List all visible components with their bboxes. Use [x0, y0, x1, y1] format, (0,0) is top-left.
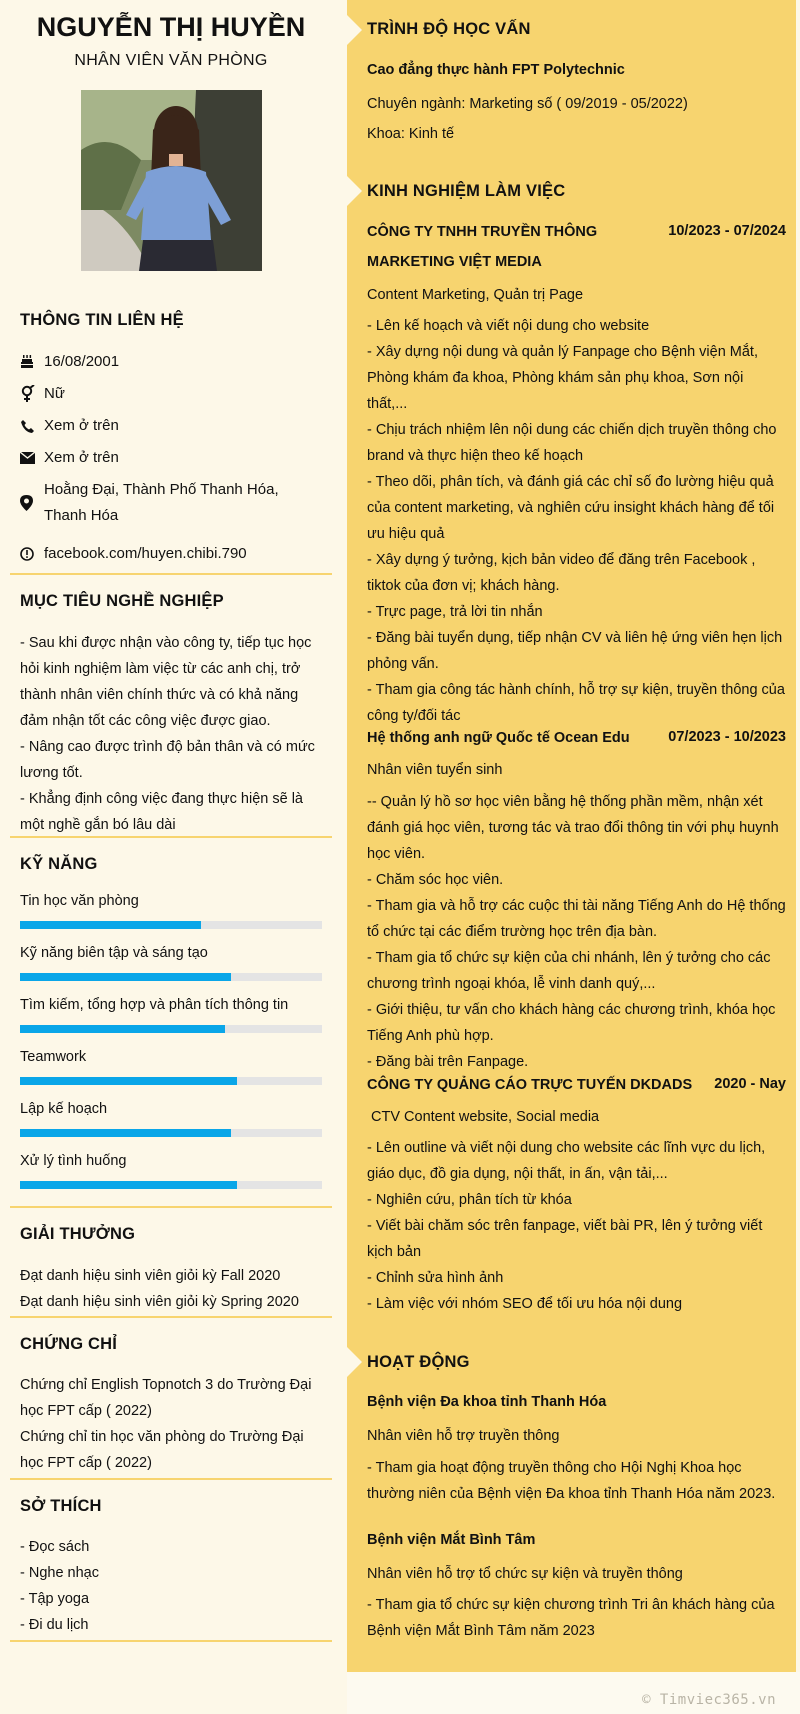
skill-bar-fill — [20, 1025, 225, 1033]
contact-title: THÔNG TIN LIÊN HỆ — [20, 311, 184, 329]
skill-bar-fill — [20, 1181, 237, 1189]
duty-item: - Nghiên cứu, phân tích từ khóa — [367, 1192, 572, 1208]
job-duties — [367, 789, 787, 1075]
skill-label: Lập kế hoạch — [20, 1101, 108, 1117]
birthday-value: 16/08/2001 — [44, 353, 120, 370]
skill-bar-track — [20, 1077, 322, 1085]
hobby-item: - Đi du lịch — [20, 1617, 89, 1633]
contact-facebook — [20, 541, 320, 567]
phone-icon — [20, 419, 44, 434]
duty-item: - Tham gia công tác hành chính, hỗ trợ sự kiện, truyền thông của công ty/đối tác — [367, 682, 785, 724]
job-date: 10/2023 - 07/2024 — [668, 223, 786, 239]
email-value: Xem ở trên — [44, 449, 119, 466]
certificates-list — [20, 1372, 320, 1476]
skill-label: Kỹ năng biên tập và sáng tạo — [20, 945, 208, 961]
section-notch — [347, 15, 362, 45]
award-item: Đạt danh hiệu sinh viên giỏi kỳ Spring 2020 — [20, 1294, 299, 1310]
duty-item: - Đăng bài tuyển dụng, tiếp nhận CV và liên hệ ứng viên hẹn lịch phỏng vấn. — [367, 630, 783, 672]
job-duties — [367, 313, 787, 729]
hobby-item: - Đọc sách — [20, 1539, 90, 1555]
duty-item: - Làm việc với nhóm SEO để tối ưu hóa nội dung — [367, 1296, 683, 1312]
duty-item: - Đăng bài trên Fanpage. — [367, 1054, 529, 1070]
awards-title: GIẢI THƯỞNG — [20, 1225, 136, 1243]
info-circle-icon — [20, 547, 44, 561]
certificate-item: Chứng chỉ tin học văn phòng do Trường Đại học FPT cấp ( 2022) — [20, 1429, 304, 1471]
job-date: 07/2023 - 10/2023 — [668, 729, 786, 745]
job-company: CÔNG TY QUẢNG CÁO TRỰC TUYẾN DKDADS — [367, 1077, 693, 1093]
cake-icon — [20, 355, 44, 369]
facebook-value[interactable]: facebook.com/huyen.chibi.790 — [44, 545, 247, 562]
activity-role: Nhân viên hỗ trợ tổ chức sự kiện và truyền thông — [367, 1566, 683, 1582]
duty-item: - Viết bài chăm sóc trên fanpage, viết bài PR, lên ý tưởng viết kịch bản — [367, 1218, 763, 1260]
duty-item: - Chịu trách nhiệm lên nội dung các chiến dịch truyền thông cho brand và thực hiện theo kế hoạch — [367, 422, 777, 464]
skill-bar-track — [20, 1129, 322, 1137]
skill-bar-track — [20, 1025, 322, 1033]
activity-org: Bệnh viện Mắt Bình Tâm — [367, 1532, 536, 1548]
footer — [347, 1672, 800, 1714]
hobby-item: - Tập yoga — [20, 1591, 90, 1607]
certificates-title: CHỨNG CHỈ — [20, 1335, 118, 1353]
skill-bar-fill — [20, 973, 231, 981]
contact-address — [20, 477, 320, 529]
duty-item: - Tham gia tổ chức sự kiện của chi nhánh, lên ý tưởng cho các chương trình ngoại khóa, lễ vinh danh quý,... — [367, 950, 771, 992]
duty-item: -- Quản lý hồ sơ học viên bằng hệ thống phần mềm, nhận xét đánh giá học viên, tương tác và trao đổi thông tin với phụ huynh học viên. — [367, 794, 779, 862]
objective-title: MỤC TIÊU NGHỀ NGHIỆP — [20, 592, 224, 610]
education-school: Cao đẳng thực hành FPT Polytechnic — [367, 62, 625, 78]
education-title: TRÌNH ĐỘ HỌC VẤN — [367, 20, 531, 38]
section-notch — [347, 176, 362, 206]
skill-bar-track — [20, 1181, 322, 1189]
activity-desc: - Tham gia hoạt động truyền thông cho Hội Nghị Khoa học thường niên của Bệnh viện Đa khoa tỉnh Thanh Hóa năm 2023. — [367, 1460, 776, 1502]
skill-bar-fill — [20, 921, 201, 929]
contact-phone — [20, 413, 320, 439]
activity-org: Bệnh viện Đa khoa tỉnh Thanh Hóa — [367, 1394, 607, 1410]
skill-bar-fill — [20, 1077, 237, 1085]
education-faculty: Khoa: Kinh tế — [367, 126, 455, 142]
skills-title: KỸ NĂNG — [20, 855, 98, 873]
duty-item: - Theo dõi, phân tích, và đánh giá các chỉ số đo lường hiệu quả của content marketing, và nghiên cứu insight khách hàng để tối ưu hiệu quả — [367, 474, 775, 542]
skill-bar-fill — [20, 1129, 231, 1137]
hobbies-list — [20, 1534, 320, 1638]
objective-text: - Sau khi được nhận vào công ty, tiếp tục học hỏi kinh nghiệm làm việc từ các anh chị, trở thành nhân viên chính thức và có khả năng đảm nhận tốt các công việc được giao. - Nâng cao được trình độ bản thân và có mức lương tốt. - Khẳng định công việc đang thực hiện sẽ là một nghề gắn bó lâu dài — [20, 635, 315, 833]
job-position: Nhân viên tuyển sinh — [367, 762, 503, 778]
experience-title: KINH NGHIỆM LÀM VIỆC — [367, 182, 566, 200]
award-item: Đạt danh hiệu sinh viên giỏi kỳ Fall 2020 — [20, 1268, 281, 1284]
job-company: Hệ thống anh ngữ Quốc tế Ocean Edu — [367, 730, 630, 746]
awards-list — [20, 1263, 320, 1315]
divider — [10, 1478, 332, 1480]
job-date: 2020 - Nay — [714, 1076, 786, 1092]
phone-value: Xem ở trên — [44, 417, 119, 434]
hobby-item: - Nghe nhạc — [20, 1565, 99, 1581]
education-major: Chuyên ngành: Marketing số ( 09/2019 - 05/2022) — [367, 96, 688, 112]
skill-label: Teamwork — [20, 1049, 87, 1065]
hobbies-title: SỞ THÍCH — [20, 1497, 102, 1515]
activity-desc: - Tham gia tổ chức sự kiện chương trình Tri ân khách hàng của Bệnh viện Mắt Bình Tâm năm 2023 — [367, 1597, 775, 1639]
section-notch — [347, 1347, 362, 1377]
duty-item: - Trực page, trả lời tin nhắn — [367, 604, 543, 620]
divider — [10, 1206, 332, 1208]
candidate-role: NHÂN VIÊN VĂN PHÒNG — [74, 52, 268, 69]
envelope-icon — [20, 452, 44, 464]
address-value: Hoằng Đại, Thành Phố Thanh Hóa, Thanh Hóa — [44, 481, 279, 524]
duty-item: - Chỉnh sửa hình ảnh — [367, 1270, 504, 1286]
divider — [10, 1316, 332, 1318]
job-duties — [367, 1135, 787, 1317]
skill-bar-track — [20, 973, 322, 981]
candidate-name: NGUYỄN THỊ HUYỀN — [36, 12, 306, 42]
watermark: © Timviec365.vn — [642, 1692, 776, 1708]
certificate-item: Chứng chỉ English Topnotch 3 do Trường Đại học FPT cấp ( 2022) — [20, 1377, 312, 1419]
duty-item: - Xây dựng ý tưởng, kịch bản video để đăng trên Facebook , tiktok của đơn vị; khách hàng. — [367, 552, 756, 594]
duty-item: - Lên outline và viết nội dung cho website các lĩnh vực du lịch, giáo dục, đồ gia dụng, nội thất, in ấn, vận tải,... — [367, 1140, 766, 1182]
contact-gender — [20, 381, 320, 407]
duty-item: - Xây dựng nội dung và quản lý Fanpage cho Bệnh viện Mắt, Phòng khám đa khoa, Phòng khám sản phụ khoa, Sơn nội thất,... — [367, 344, 758, 412]
divider — [10, 836, 332, 838]
location-pin-icon — [20, 495, 44, 511]
profile-photo — [81, 90, 262, 271]
job-company: CÔNG TY TNHH TRUYỀN THÔNG MARKETING VIỆT MEDIA — [367, 224, 598, 270]
duty-item: - Tham gia và hỗ trợ các cuộc thi tài năng Tiếng Anh do Hệ thống tổ chức tại các điểm trường học trên địa bàn. — [367, 898, 786, 940]
job-position: Content Marketing, Quản trị Page — [367, 287, 584, 303]
job-position: CTV Content website, Social media — [367, 1109, 600, 1125]
left-column — [0, 0, 342, 1714]
contact-birthday — [20, 349, 320, 375]
gender-icon — [20, 385, 44, 403]
duty-item: - Giới thiệu, tư vấn cho khách hàng các chương trình, khóa học Tiếng Anh phù hợp. — [367, 1002, 776, 1044]
contact-email — [20, 445, 320, 471]
duty-item: - Chăm sóc học viên. — [367, 872, 504, 888]
duty-item: - Lên kế hoạch và viết nội dung cho website — [367, 318, 650, 334]
activities-title: HOẠT ĐỘNG — [367, 1353, 470, 1371]
activity-role: Nhân viên hỗ trợ truyền thông — [367, 1428, 560, 1444]
skill-label: Xử lý tình huống — [20, 1153, 127, 1169]
skill-label: Tin học văn phòng — [20, 893, 139, 909]
skill-label: Tìm kiếm, tổng hợp và phân tích thông tin — [20, 997, 289, 1013]
divider — [10, 1640, 332, 1642]
gender-value: Nữ — [44, 385, 65, 402]
divider — [10, 573, 332, 575]
skill-bar-track — [20, 921, 322, 929]
